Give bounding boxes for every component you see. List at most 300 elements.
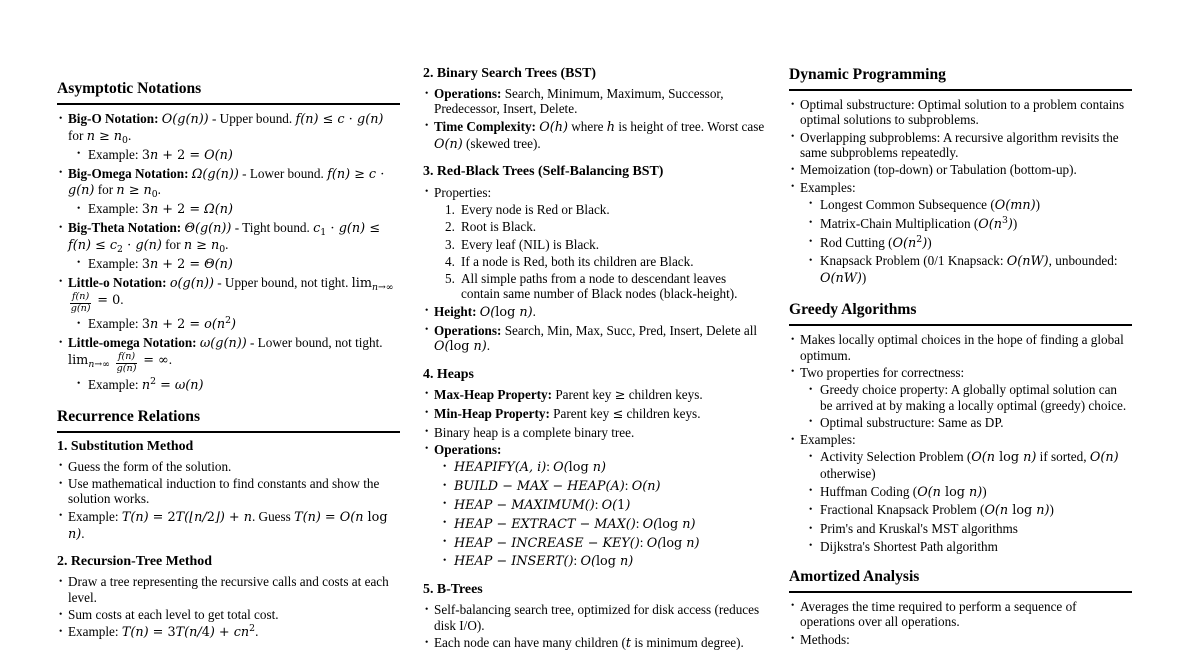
list-item-text xyxy=(454,535,700,550)
list-item-text xyxy=(820,216,1017,231)
math-expression: O(log n) xyxy=(642,516,696,532)
text-run: . Guess xyxy=(251,508,295,524)
list-item xyxy=(423,86,766,117)
list-item-text xyxy=(88,256,233,271)
bullet-marker: • xyxy=(809,541,813,552)
bullet-marker: • xyxy=(791,334,795,345)
list-item xyxy=(57,147,400,164)
text-run: Activity Selection Problem ( xyxy=(820,449,972,465)
text-run: Makes locally optimal choices in the hope of finding a global optimum. xyxy=(800,332,1124,363)
bullet-marker: • xyxy=(77,203,81,214)
text-run: , unbounded: xyxy=(1048,253,1118,269)
list-item-text xyxy=(820,484,987,499)
list-item-text xyxy=(68,165,385,201)
bullet-marker: • xyxy=(425,604,429,615)
math-expression: 3n + 2 = O(n) xyxy=(141,147,233,163)
text-run: if sorted, xyxy=(1036,449,1090,465)
list-item-text xyxy=(800,130,1119,160)
text-run: Example: xyxy=(68,508,122,524)
math-expression: n ≥ n xyxy=(183,237,220,253)
list-item-text xyxy=(434,602,759,632)
list-item-text xyxy=(434,119,764,151)
bullet-marker: • xyxy=(809,504,813,515)
math-expression: Θ(g(n)) xyxy=(184,221,232,237)
list-item-text xyxy=(800,180,856,195)
list-item-text xyxy=(68,476,379,506)
list-item xyxy=(423,516,766,533)
list-item-text xyxy=(800,97,1124,127)
list-item-text xyxy=(800,432,856,447)
text-run: If a node is Red, both its children are Black. xyxy=(461,253,694,269)
bold-label: Little-omega Notation: xyxy=(68,335,200,351)
math-expression: O(log n) xyxy=(434,338,487,354)
list-item-text xyxy=(820,539,998,554)
text-run: Memoization (top-down) or Tabulation (bottom-up). xyxy=(800,162,1077,178)
bullet-marker: • xyxy=(791,634,795,645)
section-heading: Dynamic Programming xyxy=(789,66,1132,91)
list-item-text xyxy=(434,425,634,440)
list-item-text xyxy=(68,574,389,604)
list-item xyxy=(423,602,766,633)
text-run: Binary heap is a complete binary tree. xyxy=(434,424,635,440)
list-item xyxy=(57,624,400,641)
math-expression: HEAP − EXTRACT − MAX() xyxy=(454,516,636,532)
text-run: Draw a tree representing the recursive calls and costs at each level. xyxy=(68,574,389,605)
fraction xyxy=(70,292,91,314)
list-item xyxy=(789,97,1132,128)
math-expression: ) xyxy=(230,317,236,333)
list-item xyxy=(57,509,400,543)
text-run: Root is Black. xyxy=(461,219,537,235)
text-run: Self-balancing search tree, optimized for disk access (reduces disk I/O). xyxy=(434,602,760,633)
text-run: Parent key xyxy=(555,386,615,402)
list-item xyxy=(423,553,766,570)
text-run: is height of tree. Worst case xyxy=(615,118,765,134)
math-script: 2 xyxy=(225,315,231,327)
math-script: 2 xyxy=(117,243,123,255)
list-item-text xyxy=(454,478,660,493)
bullet-marker: • xyxy=(791,164,795,175)
subsection-heading: 1. Substitution Method xyxy=(57,438,194,454)
math-expression: = ω(n) xyxy=(156,377,204,393)
math-expression: ⋅ g(n) xyxy=(122,237,162,253)
math-expression: T(n) = 3T(n/4) + cn xyxy=(121,625,250,641)
text-run: for xyxy=(161,236,184,252)
text-run: ) xyxy=(1049,502,1054,518)
math-expression: O(n xyxy=(978,216,1002,232)
text-run: Properties: xyxy=(434,184,492,200)
list-item xyxy=(789,180,1132,195)
list-item xyxy=(423,271,766,302)
list-item-text xyxy=(461,271,737,301)
bullet-marker: • xyxy=(443,499,447,510)
bullet-marker: • xyxy=(59,478,63,489)
list-item-text xyxy=(820,382,1126,412)
list-item xyxy=(423,202,766,217)
list-item-text xyxy=(88,201,233,216)
text-run: for xyxy=(68,127,87,143)
column-1 xyxy=(57,66,400,654)
list-item-text xyxy=(68,111,384,146)
bullet-marker: • xyxy=(809,523,813,534)
bullet-marker: • xyxy=(443,555,447,566)
bold-label: Time Complexity: xyxy=(434,118,540,134)
math-expression: n ≥ n xyxy=(116,183,152,199)
list-item-text xyxy=(820,415,1004,430)
text-run: Every node is Red or Black. xyxy=(461,201,610,217)
math-expression: ω(g(n)) xyxy=(199,336,247,352)
text-run: - Tight bound. xyxy=(231,220,314,236)
math-expression: T(n) = 2T(⌊n/2⌋) + n xyxy=(121,509,252,525)
text-run: . xyxy=(127,127,132,143)
list-item xyxy=(789,382,1132,413)
list-item xyxy=(789,332,1132,363)
list-item-text xyxy=(68,509,388,541)
list-item xyxy=(57,220,400,254)
list-item-text xyxy=(461,254,694,269)
math-expression: = 0 xyxy=(93,292,121,308)
bullet-marker: • xyxy=(425,121,429,132)
text-run: Example: xyxy=(88,376,142,392)
math-expression: 3n + 2 = Ω(n) xyxy=(141,202,233,218)
list-item-text xyxy=(68,459,231,474)
math-expression: f(n) ≤ c ⋅ g(n) xyxy=(295,112,384,128)
bullet-marker: • xyxy=(59,113,63,124)
math-expression: Ω(g(n)) xyxy=(191,166,239,182)
list-item xyxy=(423,478,766,495)
list-item-text xyxy=(88,377,204,392)
list-item-text xyxy=(434,387,703,402)
list-item xyxy=(423,535,766,552)
list xyxy=(423,185,766,355)
list-item xyxy=(423,254,766,269)
text-run: Example: xyxy=(88,146,142,162)
text-run: Use mathematical induction to find constants and show the solution works. xyxy=(68,476,380,507)
list xyxy=(789,97,1132,287)
list-item-text xyxy=(454,553,633,568)
list xyxy=(423,387,766,570)
text-run: ) xyxy=(982,483,987,499)
subsection-heading: 2. Recursion-Tree Method xyxy=(57,554,212,570)
math-script: 0 xyxy=(151,189,158,201)
section-heading: Greedy Algorithms xyxy=(789,301,1132,326)
text-run: Averages the time required to perform a sequence of operations over all operations. xyxy=(800,598,1077,630)
bullet-marker: • xyxy=(791,182,795,193)
list-item-text xyxy=(800,162,1077,177)
list xyxy=(57,111,400,393)
math-expression: O(log n) xyxy=(479,304,533,320)
list-item-text xyxy=(820,235,932,250)
text-run: : xyxy=(573,553,581,569)
list-item-text xyxy=(68,335,383,374)
text-run: Rod Cutting ( xyxy=(820,234,893,250)
list-item-text xyxy=(68,220,380,255)
text-run: children keys. xyxy=(625,386,703,402)
text-run: - Lower bound, not tight. xyxy=(246,335,383,351)
text-run: ) xyxy=(1035,196,1040,212)
bullet-marker: • xyxy=(59,576,63,587)
list-item-text xyxy=(434,86,724,116)
bold-label: Max-Heap Property: xyxy=(434,386,556,402)
bullet-marker: • xyxy=(425,408,429,419)
list-item-text xyxy=(461,237,599,252)
bold-label: Big-Theta Notation: xyxy=(68,220,185,236)
bullet-marker: • xyxy=(425,444,429,455)
list-item xyxy=(423,219,766,234)
text-run: Each node can have many children ( xyxy=(434,635,626,650)
list-item xyxy=(57,377,400,394)
list xyxy=(57,574,400,641)
text-run: All simple paths from a node to descendant leaves contain same number of Black nodes (black-height). xyxy=(461,271,738,302)
math-expression: O(log n) xyxy=(553,460,606,476)
text-run: . xyxy=(225,236,229,252)
text-run: . xyxy=(486,337,491,353)
math-expression: ≤ xyxy=(612,406,624,422)
list-item xyxy=(423,497,766,514)
bullet-marker: • xyxy=(809,255,813,266)
number-marker: 1. xyxy=(445,201,455,217)
list-item xyxy=(57,256,400,273)
list-item-text xyxy=(434,304,536,319)
bullet-marker: • xyxy=(77,149,81,160)
math-expression xyxy=(110,353,114,368)
text-run: Optimal substructure: Same as DP. xyxy=(820,414,1004,430)
list-item xyxy=(789,521,1132,536)
list-item xyxy=(423,425,766,440)
bullet-marker: • xyxy=(425,88,429,99)
bold-label: Big-Omega Notation: xyxy=(68,165,192,181)
math-expression: O(n log n) xyxy=(971,450,1037,466)
text-run: Search, Minimum, Maximum, Successor, Predecessor, Insert, Delete. xyxy=(434,86,724,117)
math-expression: O(g(n)) xyxy=(161,112,209,128)
math-expression: HEAPIFY(A, i) xyxy=(454,460,547,476)
text-run: Overlapping subproblems: A recursive algorithm revisits the same subproblems repeatedly. xyxy=(800,129,1119,161)
list-item xyxy=(423,185,766,200)
math-expression: lim xyxy=(68,352,89,368)
column-3 xyxy=(789,66,1132,654)
list-item-text xyxy=(434,406,701,421)
math-expression: lim xyxy=(351,275,372,291)
bullet-marker: • xyxy=(443,518,447,529)
number-marker: 4. xyxy=(445,253,455,269)
text-run: Sum costs at each level to get total cost. xyxy=(68,607,279,623)
list xyxy=(57,459,400,543)
text-run: where xyxy=(567,118,607,134)
text-run: otherwise) xyxy=(820,466,876,482)
bullet-marker: • xyxy=(59,626,63,637)
list-item-text xyxy=(820,197,1040,212)
list-item-text xyxy=(800,599,1077,629)
list-item xyxy=(423,387,766,404)
bullet-marker: • xyxy=(59,461,63,472)
text-run: : xyxy=(624,478,632,494)
list xyxy=(789,332,1132,554)
list-item-text xyxy=(68,624,258,639)
list-item-text xyxy=(454,516,695,531)
math-expression: n xyxy=(141,377,151,393)
list-item xyxy=(789,632,1132,647)
math-expression: O(1) xyxy=(601,497,631,513)
math-expression: n ≥ n xyxy=(86,128,123,144)
math-expression: ) xyxy=(922,235,928,251)
list-item-text xyxy=(454,459,606,474)
list-item xyxy=(57,111,400,145)
bullet-marker: • xyxy=(791,132,795,143)
text-run: : xyxy=(639,534,647,550)
list-item xyxy=(57,574,400,605)
list-item xyxy=(789,599,1132,630)
text-run: : xyxy=(546,459,554,475)
math-expression: O(nW) xyxy=(820,271,862,287)
subsection-heading: 2. Binary Search Trees (BST) xyxy=(423,66,596,81)
text-run: Dijkstra's Shortest Path algorithm xyxy=(820,538,998,554)
list-item-text xyxy=(434,635,744,650)
bullet-marker: • xyxy=(809,417,813,428)
list-item xyxy=(57,607,400,622)
bullet-marker: • xyxy=(791,99,795,110)
math-expression: ⋅ g(n) ≤ f(n) ≤ c xyxy=(68,221,380,253)
math-expression: ) xyxy=(1007,216,1013,232)
fraction-denominator: g(n) xyxy=(116,362,137,374)
math-expression: BUILD − MAX − HEAP(A) xyxy=(454,479,625,495)
list xyxy=(789,599,1132,647)
bold-label: Height: xyxy=(434,303,480,319)
text-run: Example: xyxy=(88,201,142,217)
math-expression: HEAP − INSERT() xyxy=(454,554,574,570)
bullet-marker: • xyxy=(443,537,447,548)
bullet-marker: • xyxy=(425,389,429,400)
list-item-text xyxy=(454,497,630,512)
bullet-marker: • xyxy=(425,427,429,438)
math-expression: O(log n) xyxy=(580,554,634,570)
subsection-heading: 5. B-Trees xyxy=(423,582,483,598)
list-item xyxy=(789,484,1132,501)
bullet-marker: • xyxy=(809,451,813,462)
math-expression: O(nW) xyxy=(1006,254,1049,270)
text-run: ) xyxy=(861,270,867,286)
text-run: is minimum degree). xyxy=(631,635,744,650)
math-expression: = ∞ xyxy=(139,352,169,368)
bold-label: Operations: xyxy=(434,86,505,102)
text-run: Huffman Coding ( xyxy=(820,483,918,499)
list xyxy=(423,86,766,152)
list-item-text xyxy=(800,365,964,380)
text-run: - Upper bound. xyxy=(208,111,296,127)
text-run: : xyxy=(635,515,643,531)
bullet-marker: • xyxy=(59,609,63,620)
math-expression: HEAP − MAXIMUM() xyxy=(454,497,595,513)
fraction-numerator: f(n) xyxy=(117,351,136,363)
list-item xyxy=(789,539,1132,554)
text-run: Two properties for correctness: xyxy=(800,364,965,380)
bullet-marker: • xyxy=(77,258,81,269)
list-item-text xyxy=(800,632,850,647)
text-run: . xyxy=(157,182,161,198)
math-expression: f(n) ≥ c ⋅ g(n) xyxy=(68,166,385,199)
list-item xyxy=(423,323,766,355)
list-item-text xyxy=(434,185,491,200)
bullet-marker: • xyxy=(809,237,813,248)
list-item xyxy=(57,275,400,315)
math-expression: O(n) xyxy=(434,136,463,152)
math-script: 3 xyxy=(1001,214,1008,226)
math-expression: c xyxy=(313,221,321,237)
text-run: . xyxy=(120,291,124,307)
text-run: Greedy choice property: A globally optimal solution can be arrived at by making a locally optimal (greedy) choice. xyxy=(820,382,1127,413)
bullet-marker: • xyxy=(59,168,63,179)
text-run: - Lower bound. xyxy=(238,165,328,181)
math-expression: o(g(n)) xyxy=(169,275,214,291)
list-item-text xyxy=(820,253,1118,285)
math-script: 2 xyxy=(916,233,923,245)
math-script: n→∞ xyxy=(88,358,110,370)
bullet-marker: • xyxy=(791,601,795,612)
list-item xyxy=(789,216,1132,233)
list-item xyxy=(789,253,1132,287)
list-item-text xyxy=(820,521,1018,536)
list-item xyxy=(423,119,766,153)
bullet-marker: • xyxy=(59,337,63,348)
bullet-marker: • xyxy=(809,384,813,395)
bullet-marker: • xyxy=(809,218,813,229)
text-run: Search, Min, Max, Succ, Pred, Insert, Delete all xyxy=(504,322,758,338)
fraction-denominator: g(n) xyxy=(70,302,91,314)
bullet-marker: • xyxy=(59,277,63,288)
text-run: Every leaf (NIL) is Black. xyxy=(461,236,600,252)
text-run: Example: xyxy=(88,255,142,271)
list-item xyxy=(789,432,1132,447)
text-run: . xyxy=(532,303,536,319)
math-expression: O(n log n) xyxy=(917,484,983,500)
bullet-marker: • xyxy=(809,199,813,210)
text-run: . xyxy=(81,525,85,541)
list-item xyxy=(789,502,1132,519)
subsection-heading: 3. Red-Black Trees (Self-Balancing BST) xyxy=(423,164,664,180)
math-expression: 3n + 2 = o(n xyxy=(141,317,226,333)
bold-label: Big-O Notation: xyxy=(68,111,162,127)
bold-label: Operations: xyxy=(434,441,502,457)
list-item-text xyxy=(800,332,1124,362)
math-script: 0 xyxy=(219,243,226,255)
list-item-text xyxy=(88,316,236,331)
list-item xyxy=(789,235,1132,252)
math-expression: HEAP − INCREASE − KEY() xyxy=(454,535,640,551)
list-item-text xyxy=(434,323,757,353)
text-run: . xyxy=(255,624,259,640)
math-expression: O(h) xyxy=(539,119,568,135)
text-run: Examples: xyxy=(800,432,856,448)
number-marker: 5. xyxy=(445,271,455,287)
math-expression: T(n) = O(n log n) xyxy=(68,509,388,542)
math-expression: t xyxy=(625,636,632,651)
text-run: . xyxy=(168,351,172,367)
text-run: Knapsack Problem (0/1 Knapsack: xyxy=(820,253,1007,269)
list-item xyxy=(789,415,1132,430)
bullet-marker: • xyxy=(425,306,429,317)
text-run: Guess the form of the solution. xyxy=(68,458,232,474)
math-expression: O(n) xyxy=(1089,450,1119,466)
list-item xyxy=(423,304,766,321)
bullet-marker: • xyxy=(425,187,429,198)
number-marker: 2. xyxy=(445,219,455,235)
bullet-marker: • xyxy=(77,318,81,329)
math-script: 0 xyxy=(122,134,128,146)
list-item-text xyxy=(820,449,1119,481)
bullet-marker: • xyxy=(791,434,795,445)
list-item xyxy=(423,237,766,252)
math-expression: O(n xyxy=(892,235,917,251)
math-expression: O(n) xyxy=(631,479,661,495)
